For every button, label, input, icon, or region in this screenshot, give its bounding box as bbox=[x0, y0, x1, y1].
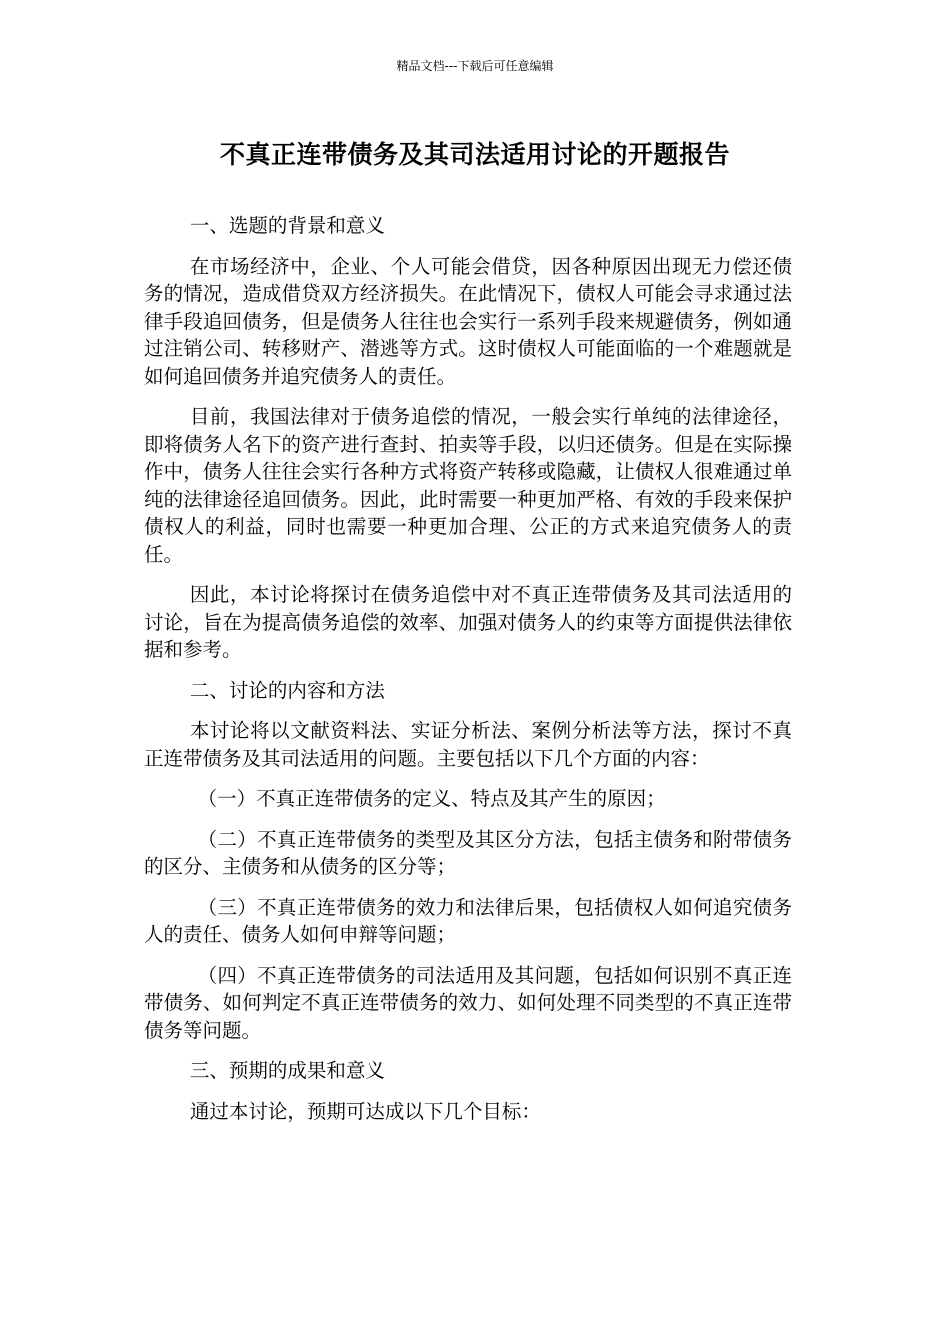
document-title: 不真正连带债务及其司法适用讨论的开题报告 bbox=[219, 140, 730, 169]
list-item-1: （一）不真正连带债务的定义、特点及其产生的原因； bbox=[197, 787, 666, 810]
list-item-2: （二）不真正连带债务的类型及其区分方法，包括主债务和附带债务的区分、主债务和从债务的区分等； bbox=[144, 827, 792, 878]
list-item-4: （四）不真正连带债务的司法适用及其问题，包括如何识别不真正连带债务、如何判定不真正连带债务的效力、如何处理不同类型的不真正连带债务等问题。 bbox=[144, 963, 792, 1042]
paragraph-background-2: 目前，我国法律对于债务追偿的情况，一般会实行单纯的法律途径，即将债务人名下的资产进行查封、拍卖等手段，以归还债务。但是在实际操作中，债务人往往会实行各种方式将资产转移或隐藏，让债权人很难通过单纯的法律途径追回债务。因此，此时需要一种更加严格、有效的手段来保护债权人的利益，同时也需要一种更加合理、公正的方式来追究债务人的责任。 bbox=[144, 405, 792, 566]
section-heading-expected-results: 三、预期的成果和意义 bbox=[189, 1059, 385, 1082]
document-body bbox=[144, 212, 792, 1138]
section-heading-content-method: 二、讨论的内容和方法 bbox=[189, 678, 385, 702]
list-item-3: （三）不真正连带债务的效力和法律后果，包括债权人如何追究债务人的责任、债务人如何申辩等问题； bbox=[144, 895, 792, 946]
section-heading-background: 一、选题的背景和意义 bbox=[189, 214, 385, 237]
paragraph-content-intro: 本讨论将以文献资料法、实证分析法、案例分析法等方法，探讨不真正连带债务及其司法适用的问题。主要包括以下几个方面的内容： bbox=[144, 719, 792, 770]
paragraph-background-3: 因此，本讨论将探讨在债务追偿中对不真正连带债务及其司法适用的讨论，旨在为提高债务追偿的效率、加强对债务人的约束等方面提供法律依据和参考。 bbox=[144, 583, 792, 661]
paragraph-expected-intro: 通过本讨论，预期可达成以下几个目标： bbox=[189, 1099, 541, 1123]
paragraph-background-1: 在市场经济中，企业、个人可能会借贷，因各种原因出现无力偿还债务的情况，造成借贷双方经济损失。在此情况下，债权人可能会寻求通过法律手段追回债务，但是债务人往往也会实行一系列手段来规避债务，例如通过注销公司、转移财产、潜逃等方式。这时债权人可能面临的一个难题就是如何追回债务并追究债务人的责任。 bbox=[144, 254, 792, 388]
header-note: 精品文档---下载后可任意编辑 bbox=[396, 59, 554, 73]
